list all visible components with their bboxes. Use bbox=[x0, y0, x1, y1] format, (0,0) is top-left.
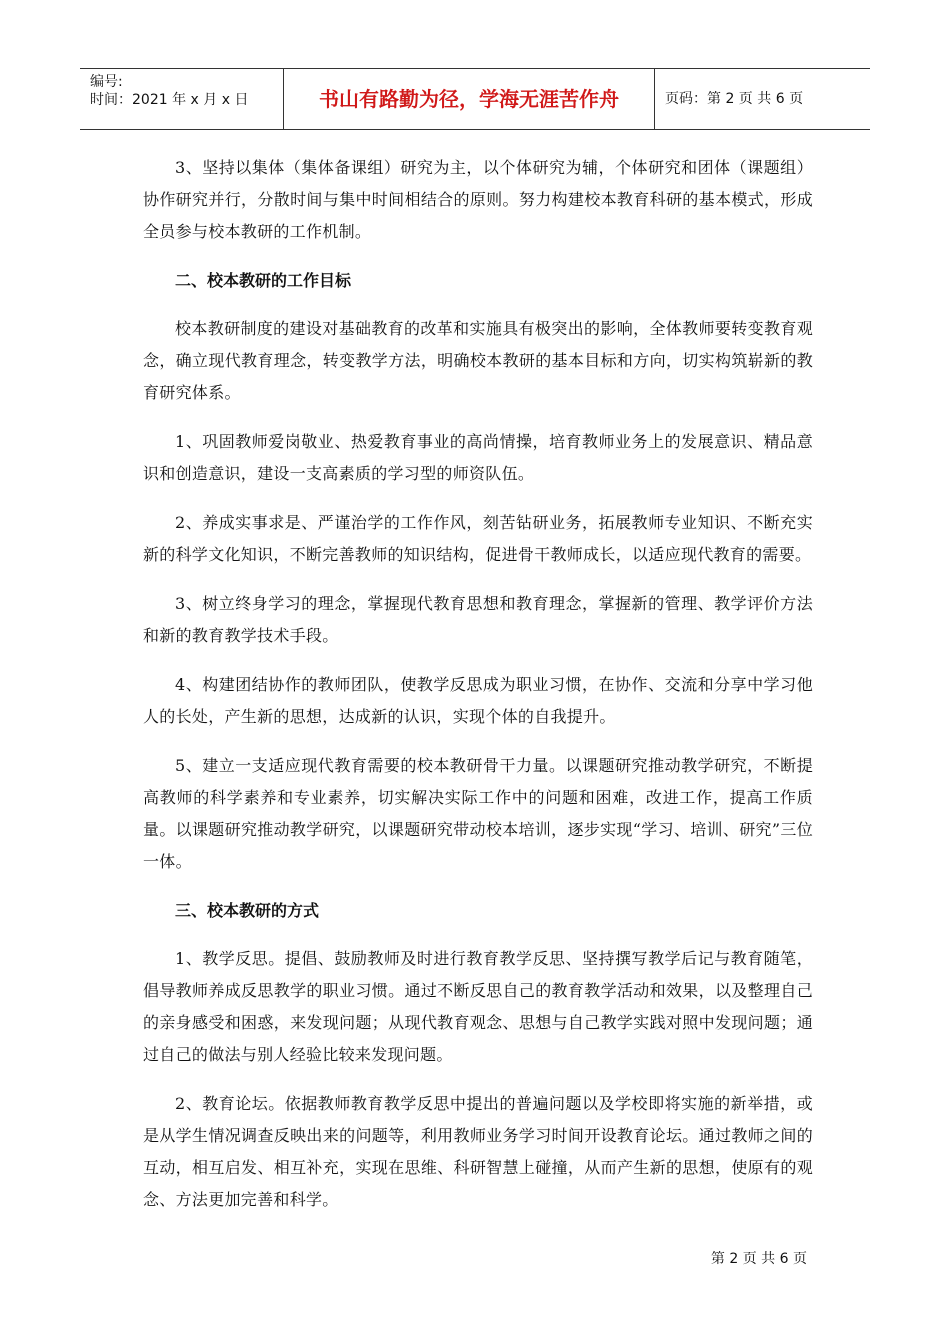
document-date: 时间：2021 年 x 月 x 日 bbox=[90, 92, 249, 108]
header-motto: 书山有路勤为径，学海无涯苦作舟 bbox=[283, 69, 655, 129]
header-page-number: 页码：第 2 页 共 6 页 bbox=[665, 91, 804, 107]
paragraph: 1、教学反思。提倡、鼓励教师及时进行教育教学反思、坚持撰写教学后记与教育随笔，倡导教师养成反思教学的职业习惯。通过不断反思自己的教育教学活动和效果，以及整理自己的亲身感受和困惑，来发现问题；从现代教育观念、思想与自己教学实践对照中发现问题；通过自己的做法与别人经验比较来发现问题。 bbox=[143, 949, 813, 1064]
section-heading: 三、校本教研的方式 bbox=[175, 901, 320, 920]
paragraph: 校本教研制度的建设对基础教育的改革和实施具有极突出的影响，全体教师要转变教育观念，确立现代教育理念，转变教学方法，明确校本教研的基本目标和方向，切实构筑崭新的教育研究体系。 bbox=[143, 319, 813, 402]
page-footer: 第 2 页 共 6 页 bbox=[710, 1251, 807, 1267]
paragraph: 1、巩固教师爱岗敬业、热爱教育事业的高尚情操，培育教师业务上的发展意识、精品意识和创造意识，建设一支高素质的学习型的师资队伍。 bbox=[143, 432, 813, 483]
page-header bbox=[80, 68, 870, 130]
paragraph: 2、养成实事求是、严谨治学的工作作风，刻苦钻研业务，拓展教师专业知识、不断充实新的科学文化知识，不断完善教师的知识结构，促进骨干教师成长，以适应现代教育的需要。 bbox=[143, 513, 813, 564]
paragraph: 5、建立一支适应现代教育需要的校本教研骨干力量。以课题研究推动教学研究，不断提高教师的科学素养和专业素养，切实解决实际工作中的问题和困难，改进工作，提高工作质量。以课题研究推动教学研究，以课题研究带动校本培训，逐步实现“学习、培训、研究”三位一体。 bbox=[143, 756, 813, 871]
document-body bbox=[143, 152, 813, 1233]
paragraph: 3、坚持以集体（集体备课组）研究为主，以个体研究为辅，个体研究和团体（课题组）协作研究并行，分散时间与集中时间相结合的原则。努力构建校本教育科研的基本模式，形成全员参与校本教研的工作机制。 bbox=[143, 158, 813, 241]
section-heading: 二、校本教研的工作目标 bbox=[175, 271, 352, 290]
document-number-label: 编号: bbox=[90, 74, 123, 90]
paragraph: 4、构建团结协作的教师团队，使教学反思成为职业习惯，在协作、交流和分享中学习他人的长处，产生新的思想，达成新的认识，实现个体的自我提升。 bbox=[143, 675, 813, 726]
paragraph: 3、树立终身学习的理念，掌握现代教育思想和教育理念，掌握新的管理、教学评价方法和新的教育教学技术手段。 bbox=[143, 594, 813, 645]
header-meta bbox=[80, 69, 283, 129]
paragraph: 2、教育论坛。依据教师教育教学反思中提出的普遍问题以及学校即将实施的新举措，或是从学生情况调查反映出来的问题等，利用教师业务学习时间开设教育论坛。通过教师之间的互动，相互启发、相互补充，实现在思维、科研智慧上碰撞，从而产生新的思想，使原有的观念、方法更加完善和科学。 bbox=[143, 1094, 813, 1209]
